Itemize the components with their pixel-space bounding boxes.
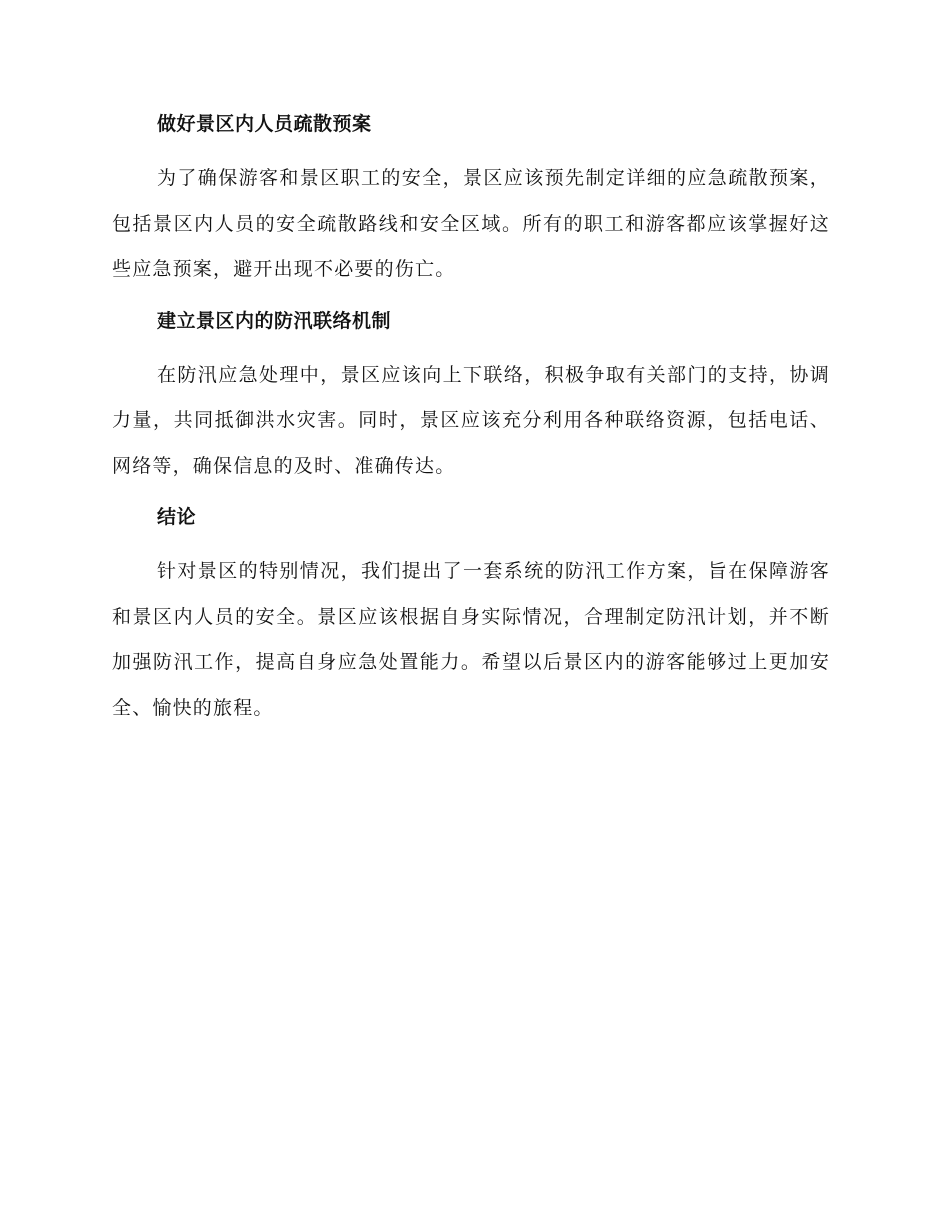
section-evacuation-plan	[112, 110, 830, 293]
section-paragraph: 针对景区的特别情况，我们提出了一套系统的防汛工作方案，旨在保障游客和景区内人员的安全。景区应该根据自身实际情况，合理制定防汛计划，并不断加强防汛工作，提高自身应急处置能力。希望以后景区内的游客能够过上更加安全、愉快的旅程。	[112, 560, 830, 719]
section-paragraph: 为了确保游客和景区职工的安全，景区应该预先制定详细的应急疏散预案，包括景区内人员的安全疏散路线和安全区域。所有的职工和游客都应该掌握好这些应急预案，避开出现不必要的伤亡。	[112, 167, 830, 280]
section-conclusion	[112, 503, 830, 731]
section-heading: 做好景区内人员疏散预案	[157, 113, 372, 135]
document-page	[112, 110, 830, 745]
section-paragraph: 在防汛应急处理中，景区应该向上下联络，积极争取有关部门的支持，协调力量，共同抵御洪水灾害。同时，景区应该充分利用各种联络资源，包括电话、网络等，确保信息的及时、准确传达。	[112, 363, 830, 477]
section-heading: 结论	[157, 506, 197, 528]
section-heading: 建立景区内的防汛联络机制	[157, 309, 392, 332]
section-liaison-mechanism	[112, 307, 830, 490]
